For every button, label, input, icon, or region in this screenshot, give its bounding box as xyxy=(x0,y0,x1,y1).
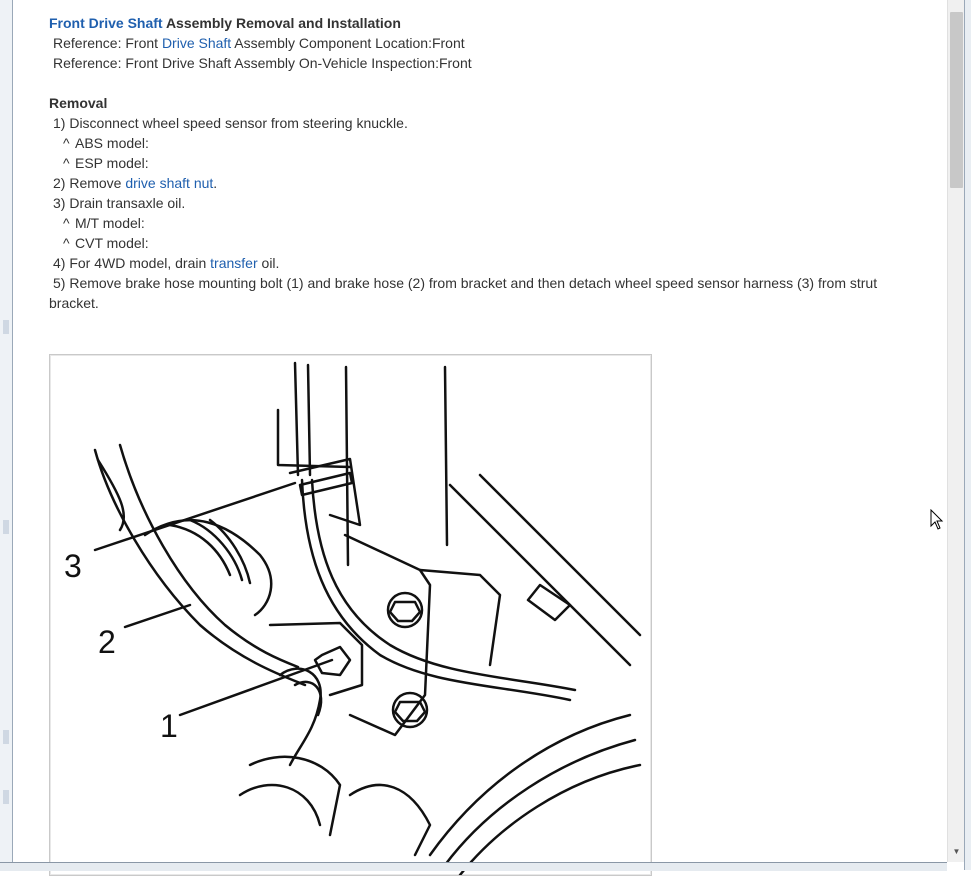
step-4-prefix: 4) For 4WD model, drain xyxy=(53,255,211,271)
caret-icon: ^ xyxy=(63,155,70,171)
document-content xyxy=(49,13,929,313)
sub-label: CVT model: xyxy=(75,235,149,251)
sub-label: ABS model: xyxy=(75,135,149,151)
caret-icon: ^ xyxy=(63,135,70,151)
step-1: 1) Disconnect wheel speed sensor from steering knuckle. xyxy=(53,115,408,131)
left-window-edge xyxy=(0,0,13,866)
step-3-sub-cvt xyxy=(49,233,929,253)
callout-3: 3 xyxy=(64,548,82,584)
step-1-sub-abs xyxy=(49,133,929,153)
right-window-frame xyxy=(964,0,971,870)
step-2-suffix: . xyxy=(213,175,218,191)
diagram-illustration xyxy=(50,355,651,875)
step-5: 5) Remove brake hose mounting bolt (1) and brake hose (2) from bracket and then detach wheel speed sensor harness (3) from strut bracket. xyxy=(49,275,878,311)
step-2-prefix: 2) Remove xyxy=(53,175,126,191)
vertical-scrollbar[interactable] xyxy=(947,0,965,862)
title-link[interactable]: Front Drive Shaft xyxy=(49,15,163,31)
callout-1: 1 xyxy=(160,708,178,744)
page-title xyxy=(49,13,929,33)
drive-shaft-link[interactable]: Drive Shaft xyxy=(161,35,232,51)
brake-hose-diagram xyxy=(49,354,652,876)
ref1-prefix: Reference: Front xyxy=(53,35,162,51)
mouse-cursor-icon xyxy=(930,509,944,531)
scrollbar-thumb[interactable] xyxy=(950,12,963,188)
step-4 xyxy=(49,253,929,273)
transfer-link[interactable]: transfer xyxy=(210,255,258,271)
reference-line-1 xyxy=(49,33,929,53)
drive-shaft-nut-link[interactable]: drive shaft nut xyxy=(125,175,214,191)
step-3: 3) Drain transaxle oil. xyxy=(53,195,186,211)
callout-2: 2 xyxy=(98,624,116,660)
removal-heading: Removal xyxy=(49,95,108,111)
reference-line-2: Reference: Front Drive Shaft Assembly On-Vehicle Inspection:Front xyxy=(53,55,472,71)
step-4-suffix: oil. xyxy=(257,255,280,271)
step-2 xyxy=(49,173,929,193)
caret-icon: ^ xyxy=(63,215,70,231)
scroll-down-arrow-icon[interactable]: ▼ xyxy=(952,847,961,856)
step-3-sub-mt xyxy=(49,213,929,233)
sub-label: ESP model: xyxy=(75,155,149,171)
step-1-sub-esp xyxy=(49,153,929,173)
caret-icon: ^ xyxy=(63,235,70,251)
ref1-suffix: Assembly Component Location:Front xyxy=(231,35,465,51)
title-text: Assembly Removal and Installation xyxy=(162,15,401,31)
sub-label: M/T model: xyxy=(75,215,145,231)
